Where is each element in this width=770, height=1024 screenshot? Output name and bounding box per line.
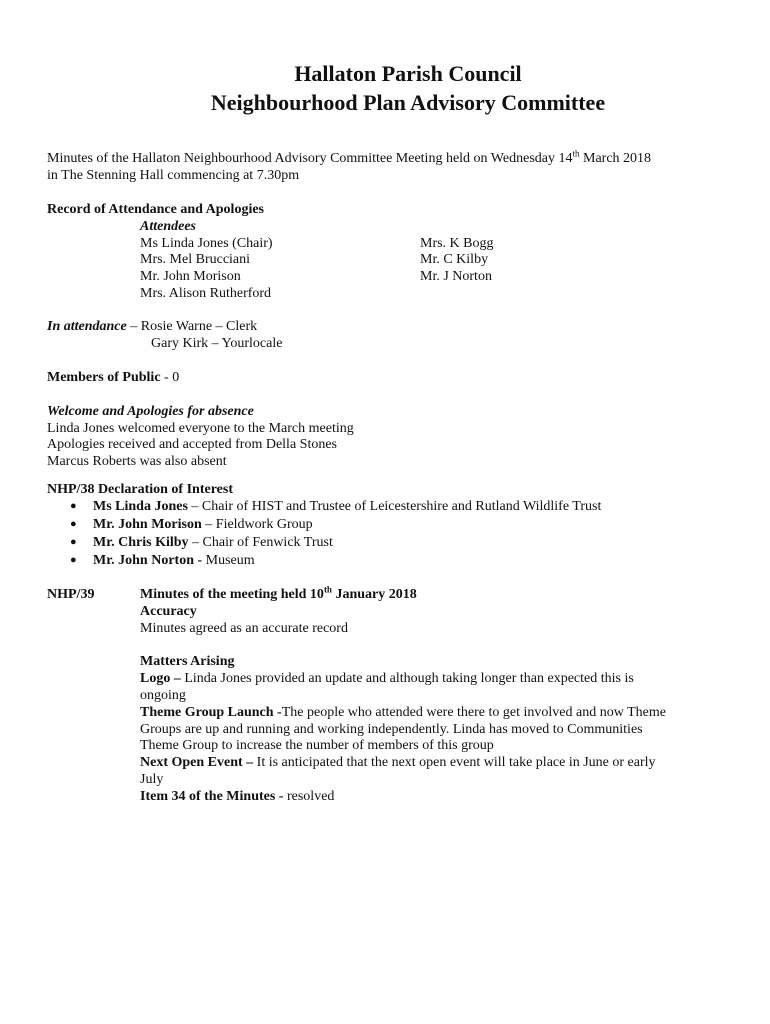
attendee-col1-item: Mrs. Alison Rutherford (140, 286, 272, 301)
nhp38-heading: NHP/38 Declaration of Interest (47, 482, 233, 497)
theme-group-item: Theme Group Launch -The people who attended were there to get involved and now Theme (140, 705, 666, 720)
theme-group-item-cont: Groups are up and running and working independently. Linda has moved to Communities (140, 722, 643, 737)
welcome-heading: Welcome and Apologies for absence (47, 404, 254, 419)
welcome-line: Marcus Roberts was also absent (47, 454, 227, 469)
intro-line-2: in The Stenning Hall commencing at 7.30pm (47, 168, 300, 183)
open-event-item-cont: July (140, 772, 164, 787)
welcome-line: Linda Jones welcomed everyone to the March meeting (47, 421, 354, 436)
attendance-heading: Record of Attendance and Apologies (47, 202, 264, 217)
intro-line-1: Minutes of the Hallaton Neighbourhood Advisory Committee Meeting held on Wednesday 14th March 2018 (47, 148, 652, 166)
bullet-icon: ● (70, 518, 77, 530)
open-event-item: Next Open Event – It is anticipated that the next open event will take place in June or early (140, 755, 656, 770)
matters-arising-heading: Matters Arising (140, 654, 235, 669)
document-title: Hallaton Parish Council (294, 61, 522, 86)
logo-item: Logo – Linda Jones provided an update and although taking longer than expected this is (140, 671, 634, 686)
accuracy-heading: Accuracy (140, 604, 197, 619)
logo-item-cont: ongoing (140, 688, 186, 703)
attendee-col1-item: Mr. John Morison (140, 269, 241, 284)
welcome-line: Apologies received and accepted from Della Stones (47, 437, 338, 452)
attendees-subheading: Attendees (140, 219, 196, 234)
bullet-icon: ● (70, 536, 77, 548)
accuracy-text: Minutes agreed as an accurate record (140, 621, 348, 636)
attendee-col2-item: Mr. J Norton (420, 269, 492, 284)
bullet-icon: ● (70, 554, 77, 566)
theme-group-item-cont: Theme Group to increase the number of members of this group (140, 738, 494, 753)
attendee-col2-item: Mr. C Kilby (420, 252, 489, 267)
item-34: Item 34 of the Minutes - resolved (140, 789, 335, 804)
in-attendance-line-2: Gary Kirk – Yourlocale (151, 336, 283, 351)
attendee-col1-item: Ms Linda Jones (Chair) (140, 236, 273, 251)
bullet-icon: ● (70, 500, 77, 512)
in-attendance-line-1: In attendance – Rosie Warne – Clerk (47, 319, 258, 334)
document-subtitle: Neighbourhood Plan Advisory Committee (210, 90, 606, 115)
nhp39-title: Minutes of the meeting held 10th January 2018 (140, 584, 417, 602)
members-of-public: Members of Public - 0 (47, 370, 180, 385)
attendee-col1-item: Mrs. Mel Brucciani (140, 252, 251, 267)
attendee-col2-item: Mrs. K Bogg (420, 236, 494, 251)
nhp39-code: NHP/39 (47, 587, 95, 602)
